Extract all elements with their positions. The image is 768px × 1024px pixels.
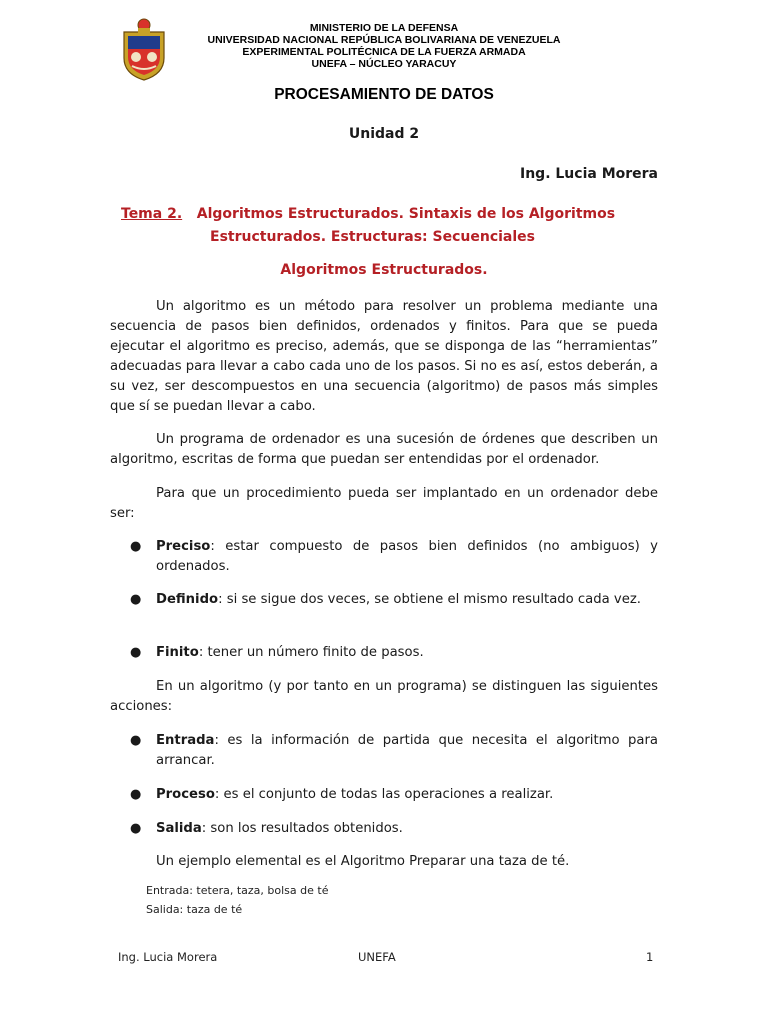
paragraph-program-text: Un programa de ordenador es una sucesión de órdenes que describen un algoritmo, escritas de forma que puedan ser entendidas por el ordenador. [110,432,658,467]
header-line-experimental: EXPERIMENTAL POLITÉCNICA DE LA FUERZA ARMADA [242,46,526,58]
bullet-icon: ● [130,821,142,836]
desc-definido: : si se sigue dos veces, se obtiene el mismo resultado cada vez. [218,592,641,607]
term-preciso: Preciso [156,539,211,554]
course-title: PROCESAMIENTO DE DATOS [274,86,494,103]
paragraph-example [110,852,658,872]
university-crest-logo [120,18,168,82]
header-line-ministry: MINISTERIO DE LA DEFENSA [309,22,459,34]
term-definido: Definido [156,592,219,607]
paragraph-requirements-intro-text: Para que un procedimiento pueda ser implantado en un ordenador debe ser: [110,486,658,521]
list-item-salida [130,819,658,839]
list-item-finito [130,643,658,663]
footer-institution: UNEFA [358,950,396,964]
bullet-icon: ● [130,592,142,607]
example-entrada: Entrada: tetera, taza, bolsa de té [146,884,329,897]
topic-line-2: Estructurados. Estructuras: Secuenciales [210,229,535,245]
institution-header [170,22,598,70]
bullet-icon: ● [130,539,142,554]
bullet-icon: ● [130,645,142,660]
example-salida: Salida: taza de té [146,903,243,916]
paragraph-program [110,430,658,470]
desc-finito: : tener un número finito de pasos. [198,645,424,660]
term-proceso: Proceso [156,787,215,802]
term-finito: Finito [156,645,199,660]
author-name: Ing. Lucia Morera [520,166,658,182]
list-item-preciso [130,537,658,577]
bullet-icon: ● [130,787,142,802]
paragraph-definition [110,297,658,417]
term-entrada: Entrada [156,733,215,748]
desc-proceso: : es el conjunto de todas las operaciones a realizar. [214,787,554,802]
paragraph-definition-text: Un algoritmo es un método para resolver un problema mediante una secuencia de pasos bien definidos, ordenados y finitos. Para que se pueda ejecutar el algoritmo es preciso, además, que se disponga de las “herramientas” adecuadas para llevar a cabo cada uno de los pasos. Si no es así, estos deberán, a su vez, ser descompuestos en una secuencia (algoritmo) de pasos más simples que sí se puedan llevar a cabo. [110,299,658,414]
list-item-proceso [130,785,658,805]
list-item-entrada [130,731,658,771]
paragraph-example-text: Un ejemplo elemental es el Algoritmo Preparar una taza de té. [156,854,570,869]
paragraph-actions-intro-text: En un algoritmo (y por tanto en un programa) se distinguen las siguientes acciones: [110,679,658,714]
desc-entrada: : es la información de partida que necesita el algoritmo para arrancar. [156,733,658,768]
header-line-nucleo: UNEFA – NÚCLEO YARACUY [311,58,457,70]
page-number: 1 [646,950,654,964]
list-item-definido [130,590,658,610]
unit-title: Unidad 2 [348,126,420,142]
topic-heading [121,203,661,249]
paragraph-requirements-intro [110,484,658,524]
topic-line-1: Algoritmos Estructurados. Sintaxis de los Algoritmos [196,206,616,222]
desc-preciso: : estar compuesto de pasos bien definidos (no ambiguos) y ordenados. [156,539,658,574]
section-title: Algoritmos Estructurados. [280,262,488,278]
term-salida: Salida [156,821,202,836]
bullet-icon: ● [130,733,142,748]
footer-author: Ing. Lucia Morera [118,950,218,964]
desc-salida: : son los resultados obtenidos. [201,821,403,836]
header-line-university: UNIVERSIDAD NACIONAL REPÚBLICA BOLIVARIANA DE VENEZUELA [207,34,561,46]
topic-label: Tema 2. [121,206,183,222]
paragraph-actions-intro [110,677,658,717]
